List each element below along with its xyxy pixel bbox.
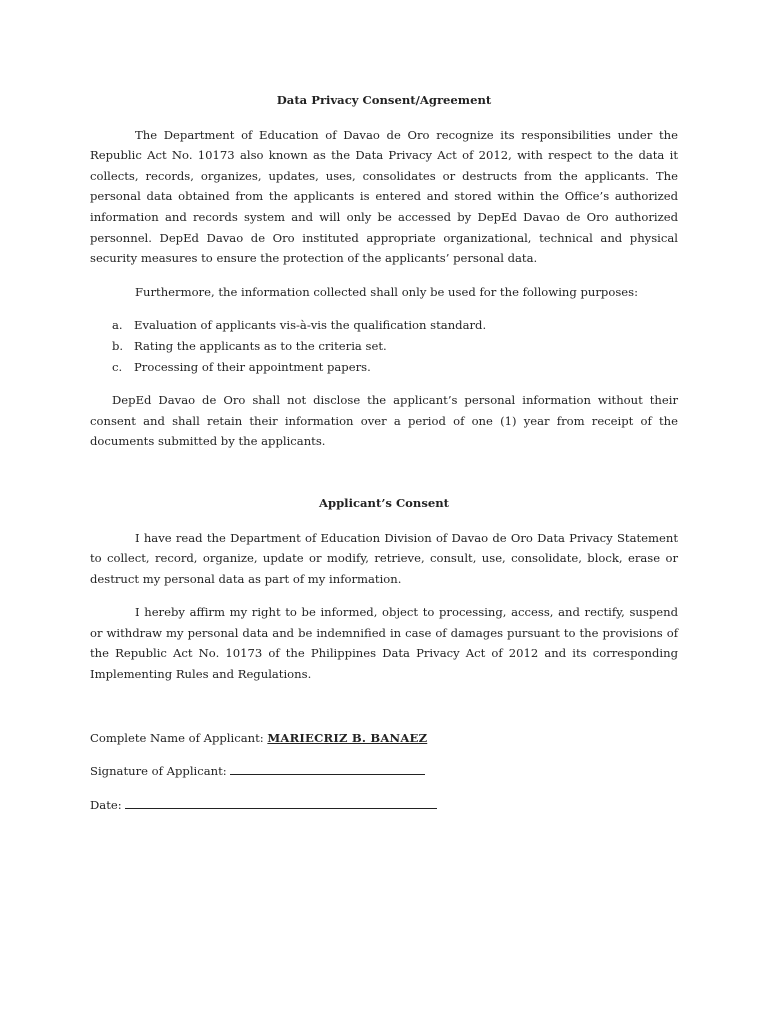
spacer (90, 465, 678, 493)
list-item (90, 336, 678, 357)
consent-title: Applicant’s Consent (318, 495, 450, 510)
list-item-text: Rating the applicants as to the criteria set. (134, 338, 387, 353)
intro-paragraph: The Department of Education of Davao de Oro recognize its responsibilities under the Republic Act No. 10173 also known as the Data Privacy Act of 2012, with respect to the data it collects, records, organizes, updates, uses, consolidates or destructs from the applicants. The personal data obtained from the applicants is entered and stored within the Office’s authorized information and records system and will only be accessed by DepEd Davao de Oro authorized personnel. DepEd Davao de Oro instituted appropriate organizational, technical and physical security measures to ensure the protection of the applicants’ personal data. (90, 127, 678, 266)
name-label: Complete Name of Applicant: (90, 730, 264, 745)
date-label: Date: (90, 797, 122, 812)
signature-line (230, 761, 425, 775)
list-item (90, 357, 678, 378)
consent-paragraph-2: I hereby affirm my right to be informed, object to processing, access, and rectify, suspend or withdraw my personal data and be indemnified in case of damages pursuant to the provisions of the Republic Act No. 10173 of the Philippines Data Privacy Act of 2012 and its corresponding Implementing Rules and Regulations. (90, 605, 678, 682)
signature-label: Signature of Applicant: (90, 764, 227, 779)
list-marker: a. (112, 318, 123, 333)
applicant-name: MARIECRIZ B. BANAEZ (267, 730, 428, 745)
disclosure-paragraph: DepEd Davao de Oro shall not disclose the applicant’s personal information without their consent and shall retain their information over a period of one (1) year from receipt of the documents submitted by the applicants. (90, 393, 678, 449)
purposes-intro: Furthermore, the information collected shall only be used for the following purposes: (135, 284, 638, 299)
date-field (90, 795, 678, 816)
name-field (90, 728, 678, 749)
signature-field (90, 761, 678, 782)
list-marker: c. (112, 359, 123, 374)
list-item-text: Processing of their appointment papers. (134, 359, 371, 374)
list-marker: b. (112, 338, 124, 353)
consent-paragraph-1: I have read the Department of Education Division of Davao de Oro Data Privacy Statement to collect, record, organize, update or modify, retrieve, consult, use, consolidate, block, erase or destruct my personal data as part of my information. (90, 530, 678, 586)
document-title: Data Privacy Consent/Agreement (276, 93, 492, 107)
list-item-text: Evaluation of applicants vis-à-vis the qualification standard. (134, 318, 487, 333)
list-item (90, 315, 678, 336)
purposes-list (90, 315, 678, 377)
spacer (90, 698, 678, 728)
date-line (125, 795, 437, 809)
